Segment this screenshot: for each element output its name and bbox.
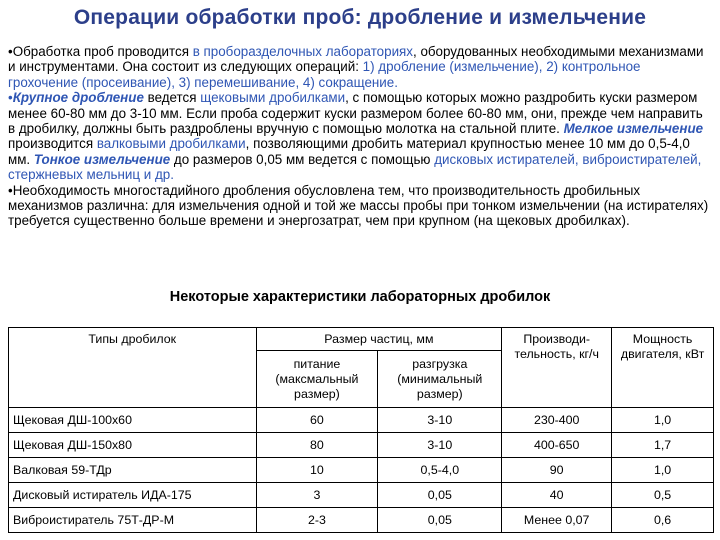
- p1-mid: , оборудованных необходимыми механизмами и инструментами. Она состоит из следующих операций:: [8, 44, 704, 75]
- p2-text-5: до размеров 0,05 мм ведется с помощью: [170, 151, 435, 167]
- cell-name: Дисковый истиратель ИДА-175: [9, 483, 257, 508]
- table-row: [9, 458, 714, 483]
- paragraph-multistage: •Необходимость многостадийного дробления обусловлена тем, что производительность дробильных механизмов различна: для измельчения одной и той же массы пробы при тонком измельчении (на истирателях) требуется существенно больше времени и энергозатрат, чем при крупном (на щековых дробилках).: [8, 182, 709, 229]
- cell-feed: 2-3: [256, 508, 378, 533]
- crushers-table: [8, 327, 714, 533]
- cell-power: 1,0: [612, 408, 714, 433]
- cell-power: 1,0: [612, 458, 714, 483]
- header-unload: разгрузка (минимальный размер): [378, 351, 502, 408]
- term-ultrafine-grinding: Тонкое измельчение: [33, 151, 171, 167]
- cell-feed: 80: [256, 433, 378, 458]
- table-row: [9, 508, 714, 533]
- cell-power: 1,7: [612, 433, 714, 458]
- p2-text-1: ведется: [143, 90, 201, 106]
- table-row: [9, 483, 714, 508]
- grinders-link[interactable]: дисковых истирателей, виброистирателей, стержневых мельниц и др.: [8, 151, 702, 183]
- jaw-crushers-link[interactable]: щековыми дробилками: [200, 90, 346, 106]
- p2-text-4: , позволяющими дробить материал крупностью менее 10 мм до 0,5-4,0 мм.: [8, 136, 690, 167]
- cell-performance: Менее 0,07: [502, 508, 612, 533]
- header-types: Типы дробилок: [9, 328, 257, 408]
- cell-performance: 400-650: [502, 433, 612, 458]
- cell-name: Щековая ДШ-150х80: [9, 433, 257, 458]
- cell-name: Валковая 59-ТДр: [9, 458, 257, 483]
- header-performance: Производи-тельность, кг/ч: [502, 328, 612, 408]
- table-title: Некоторые характеристики лабораторных дробилок: [169, 289, 551, 305]
- header-feed: питание (максмальный размер): [256, 351, 378, 408]
- p2-text-3: производится: [8, 136, 97, 152]
- cell-name: Щековая ДШ-100х60: [9, 408, 257, 433]
- table-row: [9, 433, 714, 458]
- p1-lead: •Обработка проб проводится: [8, 44, 193, 59]
- cell-unload: 0,05: [378, 483, 502, 508]
- p1-labs-link[interactable]: в проборазделочных лабораториях: [192, 44, 413, 59]
- cell-unload: 3-10: [378, 433, 502, 458]
- term-fine-grinding: Мелкое измельчение: [563, 121, 704, 137]
- paragraph-processing: [8, 44, 712, 90]
- cell-name: Виброистиратель 75Т-ДР-М: [9, 508, 257, 533]
- cell-unload: 0,5-4,0: [378, 458, 502, 483]
- cell-power: 0,6: [612, 508, 714, 533]
- cell-feed: 60: [256, 408, 378, 433]
- body-text: [8, 44, 712, 229]
- cell-unload: 0,05: [378, 508, 502, 533]
- p2-bullet: •: [8, 90, 13, 106]
- roll-crushers-link[interactable]: валковыми дробилками: [96, 136, 246, 152]
- cell-performance: 90: [502, 458, 612, 483]
- cell-power: 0,5: [612, 483, 714, 508]
- p1-operations: 1) дробление (измельчение), 2) контрольное грохочение (просеивание), 3) перемешивание, 4) сокращение.: [8, 59, 641, 90]
- cell-feed: 10: [256, 458, 378, 483]
- p2-text-2: , с помощью которых можно раздробить куски размером менее 60-80 мм до 3-10 мм. Если проба содержит куски размером более 60-80 мм, они, прежде чем направить в дробилку, должны быть раздроблены вручную с помощью молотка на стальной плите.: [8, 90, 703, 137]
- cell-performance: 230-400: [502, 408, 612, 433]
- cell-unload: 3-10: [378, 408, 502, 433]
- term-coarse-crushing: Крупное дробление: [12, 90, 144, 106]
- page-title: Операции обработки проб: дробление и измельчение: [73, 6, 647, 29]
- table-row: [9, 408, 714, 433]
- table-header-row: [9, 328, 714, 351]
- header-power: Мощность двигателя, кВт: [612, 328, 714, 408]
- header-size: Размер частиц, мм: [256, 328, 502, 351]
- cell-feed: 3: [256, 483, 378, 508]
- paragraph-crushing: [8, 90, 712, 182]
- cell-performance: 40: [502, 483, 612, 508]
